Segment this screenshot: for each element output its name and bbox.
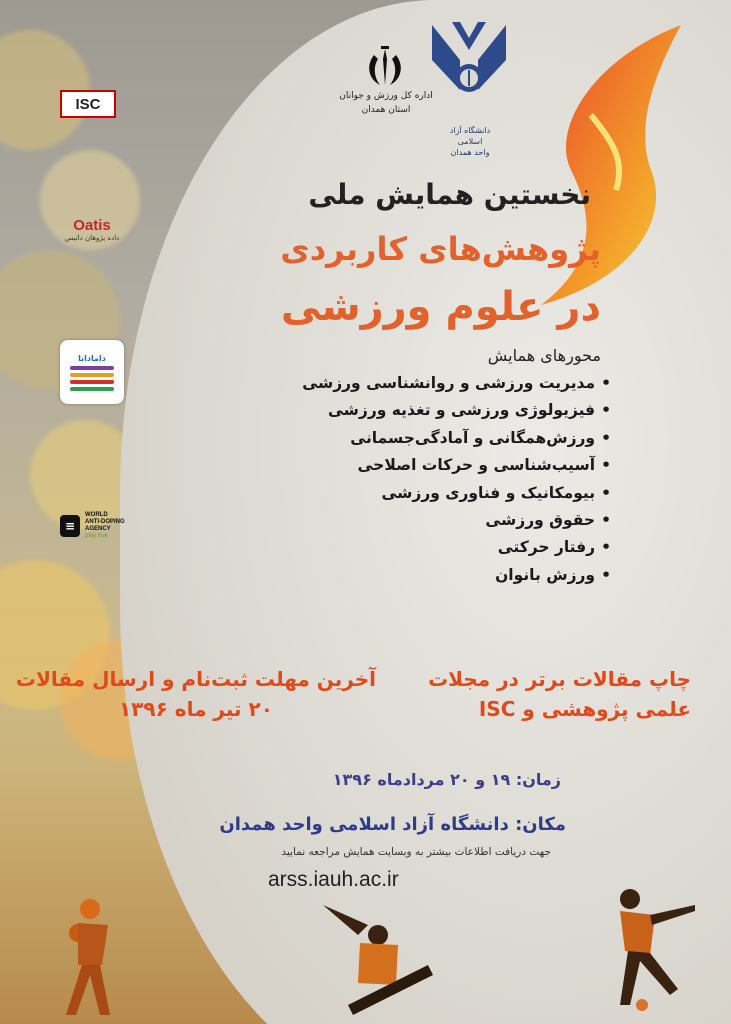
university-caption-line: واحد همدان (450, 148, 490, 158)
conference-title-line3: در علوم ورزشی (280, 284, 601, 330)
event-info: جهت دریافت اطلاعات بیشتر به وبسایت همایش مراجعه نمایید (281, 846, 551, 858)
soccer-player-icon (600, 885, 705, 1015)
axis-item: • رفتار حرکتی (302, 534, 611, 561)
axis-item: • ورزش بانوان (302, 562, 611, 589)
logo-bar (70, 366, 114, 370)
axis-item: • فیزیولوژی ورزشی و تغذیه ورزشی (302, 397, 611, 424)
iran-emblem-icon (360, 45, 410, 90)
wada-line: AGENCY (85, 526, 111, 532)
university-caption-line: دانشگاه آزاد اسلامی (449, 126, 491, 147)
isc-logo (60, 90, 116, 118)
azad-university-logo (430, 20, 508, 115)
axes-heading: محورهای همایش (487, 346, 601, 365)
university-caption (438, 125, 502, 159)
logo-bar (70, 380, 114, 384)
ministry-caption (336, 90, 436, 117)
logo-bar (70, 373, 114, 377)
axis-item: • ورزش‌همگانی و آمادگی‌جسمانی (302, 425, 611, 452)
oatis-subtitle: داده پژوهان داتیس (64, 233, 120, 242)
axis-item: • بیومکانیک و فناوری ورزشی (302, 480, 611, 507)
website-link[interactable]: arss.iauh.ac.ir (268, 868, 399, 891)
event-venue: مکان: دانشگاه آزاد اسلامی واحد همدان (219, 814, 566, 835)
deadline-note (16, 664, 376, 724)
ministry-caption-line: استان همدان (361, 104, 411, 115)
oatis-logo (50, 205, 134, 253)
conference-title-line2: پژوهش‌های کاربردی (280, 230, 601, 268)
axis-item: • مدیریت ورزشی و روانشناسی ورزشی (302, 370, 611, 397)
wada-logo (60, 508, 150, 544)
publication-line: علمی پژوهشی و ISC (478, 697, 691, 721)
event-date: زمان: ۱۹ و ۲۰ مردادماه ۱۳۹۶ (332, 770, 561, 789)
wada-line: WORLD (85, 512, 108, 519)
axis-item: • آسیب‌شناسی و حرکات اصلاحی (302, 452, 611, 479)
oatis-brand: Oatis (73, 216, 111, 234)
conference-title-line1: نخستین همایش ملی (308, 178, 591, 211)
axis-item: • حقوق ورزشی (302, 507, 611, 534)
damadana-logo (60, 340, 124, 404)
publication-note (428, 664, 691, 724)
deadline-line: آخرین مهلت ثبت‌نام و ارسال مقالات (15, 667, 376, 691)
isc-logo-text: ISC (75, 95, 101, 113)
wada-mark-icon: ≡ (60, 515, 80, 537)
publication-line: چاپ مقالات برتر در مجلات (428, 667, 691, 691)
damadana-title: دامادانا (78, 353, 106, 363)
logo-bar (70, 387, 114, 391)
wada-tagline: play true (85, 532, 109, 539)
ministry-caption-line: اداره کل ورزش و جوانان (339, 91, 433, 101)
wada-line: ANTI-DOPING (85, 519, 125, 526)
axes-list (302, 370, 611, 589)
deadline-date: ۲۰ تیر ماه ۱۳۹۶ (118, 697, 273, 721)
snowboarder-icon (318, 895, 438, 1020)
basketball-player-icon (38, 895, 138, 1020)
